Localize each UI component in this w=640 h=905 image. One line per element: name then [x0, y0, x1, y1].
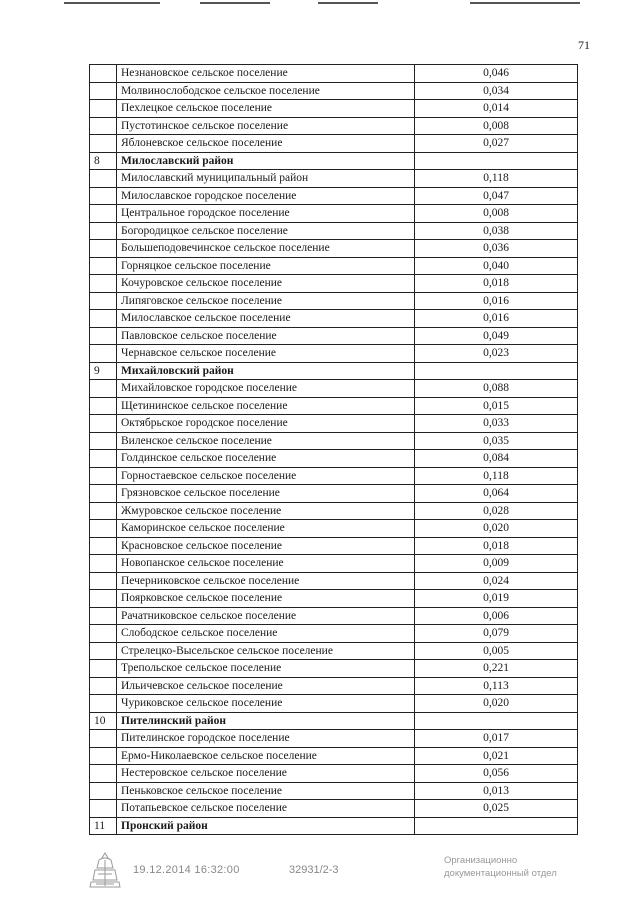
- row-number: [90, 327, 117, 345]
- settlement-row: [90, 677, 578, 695]
- settlement-row: [90, 625, 578, 643]
- row-number: [90, 397, 117, 415]
- page-number: 71: [578, 38, 590, 52]
- coefficient-value: 0,015: [415, 397, 578, 415]
- coefficient-value: 0,079: [415, 625, 578, 643]
- row-number: 9: [90, 362, 117, 380]
- settlement-row: [90, 520, 578, 538]
- coefficient-value: 0,009: [415, 555, 578, 573]
- settlement-name: Трепольское сельское поселение: [117, 660, 415, 678]
- settlement-name: Стрелецко-Высельское сельское поселение: [117, 642, 415, 660]
- settlement-name: Горностаевское сельское поселение: [117, 467, 415, 485]
- district-row: [90, 362, 578, 380]
- row-number: [90, 537, 117, 555]
- settlement-name: Молвинослободское сельское поселение: [117, 82, 415, 100]
- settlement-name: Нестеровское сельское поселение: [117, 765, 415, 783]
- coefficient-value: [415, 362, 578, 380]
- coefficient-value: 0,025: [415, 800, 578, 818]
- settlement-name: Пителинское городское поселение: [117, 730, 415, 748]
- settlement-row: [90, 222, 578, 240]
- settlement-name: Милославское городское поселение: [117, 187, 415, 205]
- settlement-row: [90, 415, 578, 433]
- settlement-row: [90, 747, 578, 765]
- row-number: [90, 415, 117, 433]
- coefficient-value: 0,064: [415, 485, 578, 503]
- settlement-row: [90, 205, 578, 223]
- settlement-name: Щетининское сельское поселение: [117, 397, 415, 415]
- coefficient-value: 0,040: [415, 257, 578, 275]
- settlement-name: Пеньковское сельское поселение: [117, 782, 415, 800]
- settlement-row: [90, 187, 578, 205]
- row-number: [90, 572, 117, 590]
- settlement-row: [90, 485, 578, 503]
- row-number: [90, 187, 117, 205]
- coefficient-value: 0,047: [415, 187, 578, 205]
- coefficient-value: 0,019: [415, 590, 578, 608]
- coefficient-value: 0,020: [415, 520, 578, 538]
- row-number: [90, 432, 117, 450]
- row-number: [90, 782, 117, 800]
- row-number: [90, 520, 117, 538]
- settlement-row: [90, 257, 578, 275]
- settlement-name: Милославский район: [117, 152, 415, 170]
- settlement-name: Ермо-Николаевское сельское поселение: [117, 747, 415, 765]
- row-number: [90, 310, 117, 328]
- row-number: [90, 660, 117, 678]
- settlement-name: Яблоневское сельское поселение: [117, 135, 415, 153]
- settlements-table: [89, 64, 578, 835]
- stamp-document-number: 32931/2-3: [289, 864, 339, 876]
- settlement-name: Каморинское сельское поселение: [117, 520, 415, 538]
- settlement-row: [90, 782, 578, 800]
- settlement-name: Виленское сельское поселение: [117, 432, 415, 450]
- settlement-name: Горняцкое сельское поселение: [117, 257, 415, 275]
- settlement-name: Незнановское сельское поселение: [117, 65, 415, 83]
- settlement-row: [90, 537, 578, 555]
- coat-of-arms-icon: [88, 850, 122, 890]
- settlement-row: [90, 117, 578, 135]
- row-number: [90, 257, 117, 275]
- settlement-row: [90, 800, 578, 818]
- coefficient-value: 0,024: [415, 572, 578, 590]
- settlement-row: [90, 660, 578, 678]
- coefficient-value: 0,034: [415, 82, 578, 100]
- coefficient-value: 0,008: [415, 117, 578, 135]
- coefficient-value: 0,020: [415, 695, 578, 713]
- row-number: [90, 467, 117, 485]
- row-number: [90, 502, 117, 520]
- document-footer: [0, 848, 640, 898]
- coefficient-value: 0,221: [415, 660, 578, 678]
- coefficient-value: 0,005: [415, 642, 578, 660]
- row-number: [90, 65, 117, 83]
- coefficient-value: 0,118: [415, 170, 578, 188]
- settlement-name: Грязновское сельское поселение: [117, 485, 415, 503]
- stamp-org-line1: Организационно: [444, 855, 518, 866]
- coefficient-value: 0,021: [415, 747, 578, 765]
- settlement-row: [90, 397, 578, 415]
- row-number: [90, 450, 117, 468]
- settlement-row: [90, 765, 578, 783]
- row-number: [90, 677, 117, 695]
- row-number: [90, 222, 117, 240]
- settlement-name: Рачатниковское сельское поселение: [117, 607, 415, 625]
- settlement-name: Большеподовечинское сельское поселение: [117, 240, 415, 258]
- coefficient-value: 0,008: [415, 205, 578, 223]
- district-row: [90, 817, 578, 835]
- coefficient-value: [415, 712, 578, 730]
- coefficient-value: 0,016: [415, 310, 578, 328]
- settlement-name: Пехлецкое сельское поселение: [117, 100, 415, 118]
- coefficient-value: 0,016: [415, 292, 578, 310]
- coefficient-value: 0,088: [415, 380, 578, 398]
- settlement-row: [90, 450, 578, 468]
- settlement-row: [90, 432, 578, 450]
- settlement-row: [90, 695, 578, 713]
- settlement-name: Пустотинское сельское поселение: [117, 117, 415, 135]
- row-number: [90, 695, 117, 713]
- stamp-org-line2: документационный отдел: [444, 868, 557, 879]
- stamp-timestamp: 19.12.2014 16:32:00: [133, 864, 240, 876]
- district-row: [90, 712, 578, 730]
- row-number: 8: [90, 152, 117, 170]
- row-number: [90, 730, 117, 748]
- settlement-name: Богородицкое сельское поселение: [117, 222, 415, 240]
- coefficient-value: 0,014: [415, 100, 578, 118]
- coefficient-value: 0,084: [415, 450, 578, 468]
- settlement-name: Пителинский район: [117, 712, 415, 730]
- coefficient-value: 0,035: [415, 432, 578, 450]
- coefficient-value: 0,113: [415, 677, 578, 695]
- settlement-row: [90, 82, 578, 100]
- settlement-row: [90, 590, 578, 608]
- row-number: [90, 380, 117, 398]
- settlement-row: [90, 135, 578, 153]
- row-number: [90, 625, 117, 643]
- settlement-row: [90, 730, 578, 748]
- coefficient-value: 0,018: [415, 537, 578, 555]
- settlement-name: Новопанское сельское поселение: [117, 555, 415, 573]
- settlement-name: Слободское сельское поселение: [117, 625, 415, 643]
- settlement-row: [90, 100, 578, 118]
- settlement-name: Михайловский район: [117, 362, 415, 380]
- settlement-name: Пронский район: [117, 817, 415, 835]
- coefficient-value: 0,049: [415, 327, 578, 345]
- coefficient-value: 0,013: [415, 782, 578, 800]
- row-number: [90, 205, 117, 223]
- settlement-row: [90, 380, 578, 398]
- row-number: [90, 590, 117, 608]
- settlement-name: Октябрьское городское поселение: [117, 415, 415, 433]
- coefficient-value: [415, 817, 578, 835]
- row-number: [90, 100, 117, 118]
- settlement-row: [90, 502, 578, 520]
- coefficient-value: 0,023: [415, 345, 578, 363]
- settlement-name: Жмуровское сельское поселение: [117, 502, 415, 520]
- coefficient-value: 0,033: [415, 415, 578, 433]
- settlement-name: Красновское сельское поселение: [117, 537, 415, 555]
- row-number: [90, 117, 117, 135]
- coefficient-value: 0,036: [415, 240, 578, 258]
- settlement-name: Чуриковское сельское поселение: [117, 695, 415, 713]
- stamp-organization: [444, 854, 557, 880]
- coefficient-value: 0,028: [415, 502, 578, 520]
- coefficient-value: 0,118: [415, 467, 578, 485]
- settlement-row: [90, 292, 578, 310]
- settlement-name: Милославское сельское поселение: [117, 310, 415, 328]
- coefficient-value: 0,017: [415, 730, 578, 748]
- settlement-row: [90, 240, 578, 258]
- settlement-name: Потапьевское сельское поселение: [117, 800, 415, 818]
- settlement-name: Чернавское сельское поселение: [117, 345, 415, 363]
- settlement-row: [90, 345, 578, 363]
- row-number: [90, 240, 117, 258]
- settlement-name: Печерниковское сельское поселение: [117, 572, 415, 590]
- scan-edge-marks: [0, 2, 640, 8]
- row-number: [90, 345, 117, 363]
- row-number: [90, 275, 117, 293]
- settlement-row: [90, 607, 578, 625]
- row-number: 10: [90, 712, 117, 730]
- settlement-name: Павловское сельское поселение: [117, 327, 415, 345]
- settlement-name: Кочуровское сельское поселение: [117, 275, 415, 293]
- coefficient-value: [415, 152, 578, 170]
- settlement-name: Поярковское сельское поселение: [117, 590, 415, 608]
- coefficient-value: 0,046: [415, 65, 578, 83]
- settlement-row: [90, 310, 578, 328]
- settlement-name: Михайловское городское поселение: [117, 380, 415, 398]
- settlement-row: [90, 275, 578, 293]
- table-body: [90, 65, 578, 835]
- settlement-name: Центральное городское поселение: [117, 205, 415, 223]
- coefficient-value: 0,018: [415, 275, 578, 293]
- district-row: [90, 152, 578, 170]
- settlement-row: [90, 572, 578, 590]
- settlement-name: Милославский муниципальный район: [117, 170, 415, 188]
- coefficient-value: 0,027: [415, 135, 578, 153]
- row-number: [90, 800, 117, 818]
- settlement-name: Ильичевское сельское поселение: [117, 677, 415, 695]
- row-number: [90, 642, 117, 660]
- row-number: [90, 292, 117, 310]
- settlement-row: [90, 327, 578, 345]
- coefficient-value: 0,006: [415, 607, 578, 625]
- settlement-row: [90, 555, 578, 573]
- settlement-name: Липяговское сельское поселение: [117, 292, 415, 310]
- row-number: [90, 82, 117, 100]
- row-number: 11: [90, 817, 117, 835]
- row-number: [90, 135, 117, 153]
- settlement-row: [90, 642, 578, 660]
- row-number: [90, 747, 117, 765]
- row-number: [90, 485, 117, 503]
- row-number: [90, 607, 117, 625]
- coefficient-value: 0,056: [415, 765, 578, 783]
- settlement-row: [90, 467, 578, 485]
- row-number: [90, 765, 117, 783]
- row-number: [90, 170, 117, 188]
- row-number: [90, 555, 117, 573]
- coefficient-value: 0,038: [415, 222, 578, 240]
- settlement-row: [90, 65, 578, 83]
- settlement-name: Голдинское сельское поселение: [117, 450, 415, 468]
- settlement-row: [90, 170, 578, 188]
